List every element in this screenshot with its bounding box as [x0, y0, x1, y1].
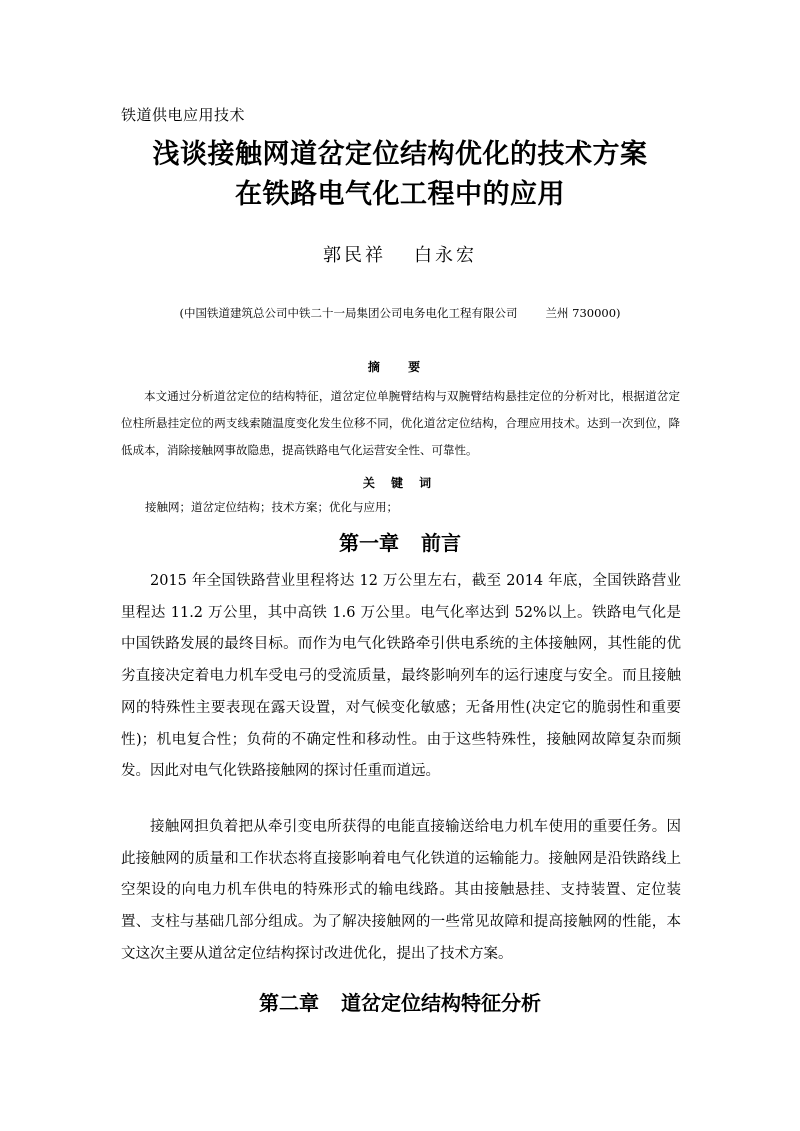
- chapter-1-name: 前言: [421, 531, 461, 555]
- author-1: 郭民祥: [323, 245, 386, 266]
- author-list: [0, 241, 800, 267]
- abstract-text: 本文通过分析道岔定位的结构特征，道岔定位单腕臂结构与双腕臂结构悬挂定位的分析对比，根据道岔定位柱所悬挂定位的两支线索随温度变化发生位移不同，优化道岔定位结构，合理应用技术。达到一次到位，降低成本，消除接触网事故隐患，提高铁路电气化运营安全性、可靠性。: [121, 389, 680, 457]
- journal-column-label: 铁道供电应用技术: [121, 106, 246, 124]
- chapter-1-number: 第一章: [339, 531, 399, 555]
- chapter-1-paragraph-1: 2015 年全国铁路营业里程将达 12 万公里左右，截至 2014 年底，全国铁路营业里程达 11.2 万公里，其中高铁 1.6 万公里。电气化率达到 52%以上。铁路电气化是中国铁路发展的最终目标。而作为电气化铁路牵引供电系统的主体接触网，其性能的优劣直接决定着电力机车受电弓的受流质量，最终影响列车的运行速度与安全。而且接触网的特殊性主要表现在露天设置，对气候变化敏感；无备用性(决定它的脆弱性和重要性)；机电复合性；负荷的不确定性和移动性。由于这些特殊性，接触网故障复杂而频发。因此对电气化铁路接触网的探讨任重而道远。: [121, 573, 681, 780]
- chapter-2-number: 第二章: [259, 991, 319, 1015]
- chapter-2-name: 道岔定位结构特征分析: [341, 991, 541, 1015]
- keywords-text: 接触网；道岔定位结构；技术方案；优化与应用；: [145, 500, 398, 514]
- author-2: 白永宏: [414, 245, 477, 266]
- abstract-heading: 摘 要: [367, 360, 433, 374]
- chapter-1-paragraph-2: 接触网担负着把从牵引变电所获得的电能直接输送给电力机车使用的重要任务。因此接触网的质量和工作状态将直接影响着电气化铁道的运输能力。接触网是沿铁路线上空架设的向电力机车供电的特殊形式的输电线路。其由接触悬挂、支持装置、定位装置、支柱与基础几部分组成。为了解决接触网的一些常见故障和提高接触网的性能，本文这次主要从道岔定位结构探讨改进优化，提出了技术方案。: [121, 819, 681, 962]
- chapter-1-heading: [0, 527, 800, 556]
- paper-title-line-2: 在铁路电气化工程中的应用: [235, 179, 565, 210]
- affiliation-org: (中国铁道建筑总公司中铁二十一局集团公司电务电化工程有限公司: [179, 306, 518, 320]
- affiliation-city: 兰州 730000): [545, 306, 621, 320]
- paper-title-line-1: 浅谈接触网道岔定位结构优化的技术方案: [152, 139, 648, 170]
- keywords-heading: 关 键 词: [362, 476, 438, 490]
- chapter-2-heading: [0, 987, 800, 1016]
- affiliation: [0, 305, 800, 321]
